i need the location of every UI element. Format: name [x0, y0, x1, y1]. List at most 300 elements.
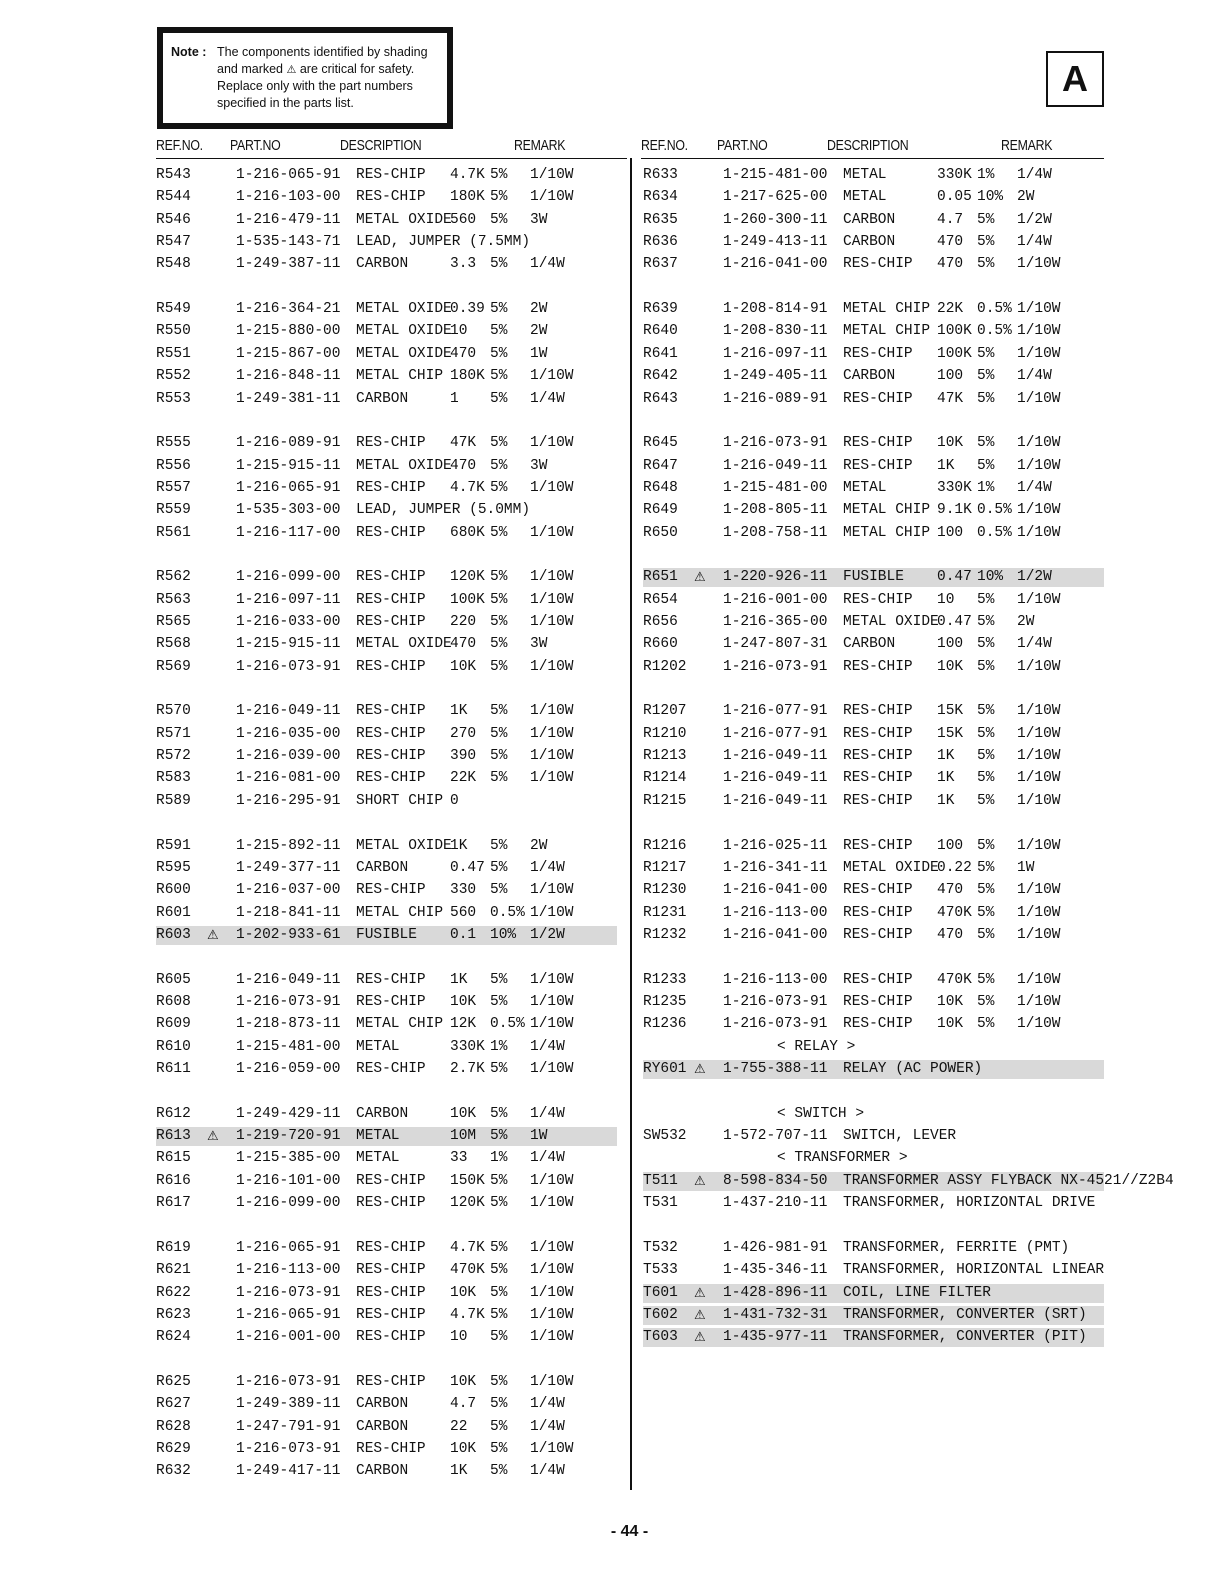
tolerance: 5% — [490, 1128, 508, 1145]
parts-row — [643, 1194, 1104, 1213]
parts-row — [643, 769, 1104, 788]
ref-no: R561 — [156, 524, 191, 541]
part-no: 1-535-303-00 — [236, 502, 341, 519]
ref-no: T531 — [643, 1195, 678, 1212]
part-no: 1-216-097-11 — [236, 591, 341, 608]
rating: 1/4W — [530, 1418, 565, 1435]
value: 10M — [450, 1128, 477, 1145]
tolerance: 5% — [490, 1396, 508, 1413]
rating: 1/10W — [530, 770, 574, 787]
rating: 1/4W — [530, 256, 565, 273]
description: RES-CHIP — [356, 1262, 426, 1279]
ref-no: R635 — [643, 211, 678, 228]
parts-row — [156, 300, 617, 319]
part-no: 1-216-479-11 — [236, 211, 341, 228]
note-line-1: The components identified by shading — [217, 45, 428, 59]
value: 10K — [937, 993, 964, 1010]
ref-no: T511 — [643, 1172, 678, 1189]
tolerance: 0.5% — [490, 1016, 525, 1033]
parts-row — [643, 345, 1104, 364]
parts-row — [643, 1284, 1104, 1303]
description: RES-CHIP — [843, 256, 913, 273]
description: CARBON — [843, 636, 896, 653]
header-desc: DESCRIPTION — [340, 138, 422, 154]
ref-no: R641 — [643, 345, 678, 362]
part-no: 1-216-073-91 — [236, 658, 341, 675]
description: RES-CHIP — [356, 993, 426, 1010]
part-no: 1-216-073-91 — [723, 658, 828, 675]
ref-no: R609 — [156, 1016, 191, 1033]
description: METAL OXIDE — [843, 614, 939, 630]
tolerance: 0.5% — [977, 502, 1012, 519]
ref-no: R557 — [156, 479, 191, 496]
parts-row — [156, 769, 617, 788]
value: 470 — [937, 234, 964, 251]
warning-triangle-icon: ⚠ — [694, 1330, 706, 1346]
description: RELAY (AC POWER) — [843, 1061, 983, 1077]
tolerance: 5% — [977, 837, 995, 854]
description: METAL OXIDE — [356, 211, 452, 228]
tolerance: 5% — [490, 859, 508, 876]
description: METAL OXIDE — [356, 636, 452, 653]
tolerance: 5% — [490, 725, 508, 742]
value: 10K — [450, 1284, 477, 1301]
rating: 1/4W — [1017, 167, 1052, 183]
description: TRANSFORMER, HORIZONTAL DRIVE — [843, 1195, 1096, 1212]
tolerance: 5% — [977, 658, 995, 675]
parts-row — [643, 1306, 1104, 1325]
ref-no: R613 — [156, 1128, 191, 1145]
ref-no: R634 — [643, 189, 678, 206]
description: METAL — [843, 189, 887, 206]
ref-no: R591 — [156, 837, 191, 854]
tolerance: 5% — [490, 1195, 508, 1212]
parts-row — [643, 904, 1104, 923]
ref-no: R623 — [156, 1306, 191, 1323]
part-no: 1-216-089-91 — [723, 390, 828, 407]
ref-no: R568 — [156, 636, 191, 653]
rating: 1/10W — [530, 1016, 574, 1033]
ref-no: R636 — [643, 234, 678, 251]
part-no: 1-215-481-00 — [723, 479, 828, 496]
part-no: 1-215-880-00 — [236, 323, 341, 340]
value: 10K — [450, 658, 477, 675]
parts-row — [643, 747, 1104, 766]
ref-no: R553 — [156, 390, 191, 407]
value: 10K — [450, 1373, 477, 1390]
parts-row — [156, 747, 617, 766]
description: METAL OXIDE — [843, 859, 939, 876]
rating: 1/4W — [1017, 234, 1052, 251]
description: RES-CHIP — [356, 591, 426, 608]
parts-row — [643, 255, 1104, 274]
tolerance: 5% — [977, 390, 995, 407]
part-no: 1-216-049-11 — [236, 703, 341, 720]
parts-row — [156, 188, 617, 207]
part-no: 1-216-073-91 — [236, 1373, 341, 1390]
description: COIL, LINE FILTER — [843, 1284, 991, 1301]
description: RES-CHIP — [356, 524, 426, 541]
value: 2.7K — [450, 1061, 485, 1077]
tolerance: 5% — [490, 636, 508, 653]
parts-row — [156, 1440, 617, 1459]
part-no: 1-216-049-11 — [236, 971, 341, 988]
rating: 1/10W — [530, 725, 574, 742]
ref-no: R651 — [643, 569, 678, 586]
parts-row — [156, 1060, 617, 1079]
ref-no: R643 — [643, 390, 678, 407]
ref-no: R548 — [156, 256, 191, 273]
part-no: 1-216-073-91 — [236, 1440, 341, 1457]
part-no: 1-220-926-11 — [723, 569, 828, 586]
rating: 2W — [530, 837, 548, 854]
part-no: 1-216-073-91 — [723, 435, 828, 452]
description: RES-CHIP — [843, 792, 913, 809]
tolerance: 1% — [490, 1150, 508, 1167]
value: 1K — [937, 457, 955, 474]
value: 470 — [450, 457, 477, 474]
warning-triangle-icon: ⚠ — [694, 1285, 706, 1301]
description: LEAD, JUMPER (7.5MM) — [356, 234, 531, 251]
part-no: 1-216-341-11 — [723, 859, 828, 876]
rating: 1/10W — [1017, 524, 1061, 541]
part-no: 1-216-848-11 — [236, 368, 341, 385]
value: 10K — [450, 1105, 477, 1122]
rating: 1W — [530, 345, 548, 362]
tolerance: 5% — [490, 390, 508, 407]
tolerance: 5% — [977, 904, 995, 921]
description: RES-CHIP — [843, 390, 913, 407]
parts-row — [156, 1015, 617, 1034]
rating: 1/10W — [1017, 345, 1061, 362]
description: METAL CHIP — [356, 1016, 444, 1033]
parts-row — [156, 635, 617, 654]
value: 10 — [450, 323, 468, 340]
rating: 2W — [530, 323, 548, 340]
note-text — [217, 44, 445, 111]
parts-row — [643, 300, 1104, 319]
parts-row — [156, 1418, 617, 1437]
description: RES-CHIP — [843, 926, 913, 943]
value: 1K — [937, 792, 955, 809]
rating: 1/10W — [530, 614, 574, 630]
parts-row — [156, 591, 617, 610]
parts-row — [643, 926, 1104, 945]
ref-no: R633 — [643, 167, 678, 183]
parts-row — [643, 702, 1104, 721]
tolerance: 5% — [977, 457, 995, 474]
rating: 1W — [530, 1128, 548, 1145]
ref-no: R1233 — [643, 971, 687, 988]
part-no: 1-247-807-31 — [723, 636, 828, 653]
description: RES-CHIP — [843, 435, 913, 452]
part-no: 1-217-625-00 — [723, 189, 828, 206]
rating: 1/10W — [1017, 904, 1061, 921]
rating: 1/10W — [530, 1061, 574, 1077]
part-no: 1-431-732-31 — [723, 1306, 828, 1323]
rating: 1/2W — [1017, 569, 1052, 586]
rating: 2W — [1017, 614, 1035, 630]
tolerance: 5% — [490, 256, 508, 273]
part-no: 1-216-113-00 — [723, 904, 828, 921]
section-heading: < RELAY > — [777, 1038, 856, 1055]
parts-row — [156, 1038, 617, 1057]
value: 470 — [450, 636, 477, 653]
tolerance: 5% — [490, 189, 508, 206]
rating: 1/10W — [530, 435, 574, 452]
rating: 1/4W — [1017, 368, 1052, 385]
tolerance: 5% — [490, 1373, 508, 1390]
warning-triangle-icon: ⚠ — [694, 1173, 706, 1189]
part-no: 1-260-300-11 — [723, 211, 828, 228]
value: 330K — [937, 167, 972, 183]
ref-no: R637 — [643, 256, 678, 273]
tolerance: 0.5% — [977, 323, 1012, 340]
description: RES-CHIP — [356, 770, 426, 787]
parts-row — [156, 1462, 617, 1481]
ref-no: R605 — [156, 971, 191, 988]
part-no: 1-216-001-00 — [723, 591, 828, 608]
part-no: 1-249-387-11 — [236, 256, 341, 273]
description: RES-CHIP — [356, 1306, 426, 1323]
ref-no: R563 — [156, 591, 191, 608]
ref-no: R550 — [156, 323, 191, 340]
description: METAL CHIP — [356, 904, 444, 921]
tolerance: 0.5% — [977, 301, 1012, 318]
value: 4.7K — [450, 1306, 485, 1323]
part-no: 1-216-049-11 — [723, 457, 828, 474]
rating: 1/2W — [530, 926, 565, 943]
value: 1K — [450, 703, 468, 720]
note-line-4: specified in the parts list. — [217, 95, 354, 110]
part-no: 1-216-117-00 — [236, 524, 341, 541]
part-no: 1-249-417-11 — [236, 1463, 341, 1480]
parts-row — [156, 524, 617, 543]
value: 15K — [937, 725, 964, 742]
rating: 1/10W — [530, 703, 574, 720]
value: 0.1 — [450, 926, 477, 943]
rating: 1/4W — [530, 1038, 565, 1055]
ref-no: R572 — [156, 748, 191, 765]
description: RES-CHIP — [843, 748, 913, 765]
part-no: 1-435-346-11 — [723, 1262, 828, 1279]
ref-no: R654 — [643, 591, 678, 608]
tolerance: 10% — [490, 926, 517, 943]
ref-no: R619 — [156, 1239, 191, 1256]
column-divider — [630, 158, 632, 1490]
section-heading: < TRANSFORMER > — [777, 1150, 908, 1167]
description: RES-CHIP — [356, 1329, 426, 1346]
description: METAL CHIP — [843, 323, 931, 340]
tolerance: 5% — [490, 323, 508, 340]
description: RES-CHIP — [843, 658, 913, 675]
value: 220 — [450, 614, 477, 630]
ref-no: R570 — [156, 703, 191, 720]
part-no: 1-215-385-00 — [236, 1150, 341, 1167]
rating: 1/10W — [530, 189, 574, 206]
parts-row — [156, 322, 617, 341]
description: TRANSFORMER, FERRITE (PMT) — [843, 1239, 1070, 1256]
value: 470K — [937, 904, 972, 921]
ref-no: R1216 — [643, 837, 687, 854]
tolerance: 5% — [490, 435, 508, 452]
parts-row — [643, 434, 1104, 453]
parts-row — [156, 658, 617, 677]
value: 10K — [450, 1440, 477, 1457]
part-no: 1-215-892-11 — [236, 837, 341, 854]
tolerance: 5% — [490, 882, 508, 899]
rating: 1/10W — [1017, 435, 1061, 452]
rating: 1W — [1017, 859, 1035, 876]
ref-no: R1217 — [643, 859, 687, 876]
rating: 1/10W — [1017, 882, 1061, 899]
value: 470 — [937, 256, 964, 273]
part-no: 1-216-041-00 — [723, 882, 828, 899]
description: RES-CHIP — [843, 882, 913, 899]
ref-no: R595 — [156, 859, 191, 876]
rating: 1/4W — [530, 1396, 565, 1413]
tolerance: 5% — [977, 882, 995, 899]
tolerance: 5% — [977, 703, 995, 720]
parts-row — [643, 1328, 1104, 1347]
parts-row — [156, 501, 617, 520]
parts-row — [156, 390, 617, 409]
rating: 1/10W — [1017, 971, 1061, 988]
value: 4.7 — [450, 1396, 477, 1413]
rating: 3W — [530, 457, 548, 474]
rating: 1/10W — [1017, 792, 1061, 809]
part-no: 1-247-791-91 — [236, 1418, 341, 1435]
ref-no: R632 — [156, 1463, 191, 1480]
value: 4.7K — [450, 479, 485, 496]
ref-no: R601 — [156, 904, 191, 921]
header-part: PART.NO — [717, 138, 768, 154]
rating: 1/10W — [1017, 301, 1061, 318]
tolerance: 5% — [490, 569, 508, 586]
ref-no: R1213 — [643, 748, 687, 765]
parts-row — [643, 837, 1104, 856]
part-no: 1-216-039-00 — [236, 748, 341, 765]
parts-row — [156, 1306, 617, 1325]
tolerance: 5% — [977, 1016, 995, 1033]
ref-no: R544 — [156, 189, 191, 206]
tolerance: 5% — [490, 1172, 508, 1189]
description: SHORT CHIP — [356, 792, 444, 809]
ref-no: R559 — [156, 502, 191, 519]
part-no: 1-216-049-11 — [723, 792, 828, 809]
ref-no: R610 — [156, 1038, 191, 1055]
parts-row — [156, 434, 617, 453]
part-no: 1-216-065-91 — [236, 1239, 341, 1256]
warning-triangle-icon: ⚠ — [694, 1062, 706, 1077]
rating: 1/10W — [530, 658, 574, 675]
parts-row — [643, 881, 1104, 900]
part-no: 1-215-915-11 — [236, 457, 341, 474]
ref-no: RY601 — [643, 1061, 687, 1077]
value: 33 — [450, 1150, 468, 1167]
tolerance: 5% — [977, 591, 995, 608]
ref-no: R611 — [156, 1061, 191, 1077]
tolerance: 0.5% — [490, 904, 525, 921]
part-no: 1-216-365-00 — [723, 614, 828, 630]
value: 560 — [450, 904, 477, 921]
tolerance: 5% — [490, 1306, 508, 1323]
ref-no: R589 — [156, 792, 191, 809]
tolerance: 5% — [490, 1463, 508, 1480]
header-ref: REF.NO. — [156, 138, 203, 154]
tolerance: 5% — [490, 1418, 508, 1435]
description: RES-CHIP — [356, 435, 426, 452]
value: 100 — [937, 368, 964, 385]
value: 100K — [937, 345, 972, 362]
rating: 1/10W — [1017, 725, 1061, 742]
value: 4.7K — [450, 167, 485, 183]
rating: 1/10W — [530, 1195, 574, 1212]
description: METAL CHIP — [843, 502, 931, 519]
parts-row — [156, 1172, 617, 1191]
ref-no: R625 — [156, 1373, 191, 1390]
rating: 1/10W — [1017, 993, 1061, 1010]
part-no: 1-426-981-91 — [723, 1239, 828, 1256]
ref-no: R612 — [156, 1105, 191, 1122]
description: RES-CHIP — [356, 189, 426, 206]
part-no: 1-435-977-11 — [723, 1329, 828, 1346]
ref-no: R629 — [156, 1440, 191, 1457]
warning-triangle-icon: ⚠ — [694, 1307, 706, 1323]
value: 100 — [937, 524, 964, 541]
value: 120K — [450, 569, 485, 586]
value: 0.22 — [937, 859, 972, 876]
part-no: 1-215-481-00 — [723, 167, 828, 183]
part-no: 1-216-077-91 — [723, 725, 828, 742]
ref-no: R565 — [156, 614, 191, 630]
description: TRANSFORMER, HORIZONTAL LINEAR — [843, 1262, 1105, 1279]
description: RES-CHIP — [356, 479, 426, 496]
rating: 1/10W — [1017, 256, 1061, 273]
parts-row — [156, 1328, 617, 1347]
description: TRANSFORMER, CONVERTER (SRT) — [843, 1306, 1087, 1323]
tolerance: 5% — [490, 479, 508, 496]
parts-row — [643, 859, 1104, 878]
rating: 1/10W — [530, 993, 574, 1010]
tolerance: 5% — [490, 368, 508, 385]
ref-no: R640 — [643, 323, 678, 340]
part-no: 1-216-097-11 — [723, 345, 828, 362]
ref-no: R617 — [156, 1195, 191, 1212]
parts-row — [156, 904, 617, 923]
parts-row — [156, 1261, 617, 1280]
description: RES-CHIP — [843, 725, 913, 742]
value: 470 — [450, 345, 477, 362]
description: METAL OXIDE — [356, 457, 452, 474]
section-letter: A — [1046, 51, 1104, 107]
parts-row — [643, 524, 1104, 543]
value: 9.1K — [937, 502, 972, 519]
ref-no: R656 — [643, 614, 678, 630]
rating: 1/10W — [1017, 502, 1061, 519]
value: 0.05 — [937, 189, 972, 206]
parts-row — [643, 322, 1104, 341]
rating: 1/4W — [530, 1105, 565, 1122]
ref-no: R547 — [156, 234, 191, 251]
description: FUSIBLE — [356, 926, 417, 943]
part-no: 1-216-025-11 — [723, 837, 828, 854]
value: 3.3 — [450, 256, 477, 273]
ref-no: R660 — [643, 636, 678, 653]
description: RES-CHIP — [356, 1440, 426, 1457]
value: 150K — [450, 1172, 485, 1189]
value: 10 — [450, 1329, 468, 1346]
